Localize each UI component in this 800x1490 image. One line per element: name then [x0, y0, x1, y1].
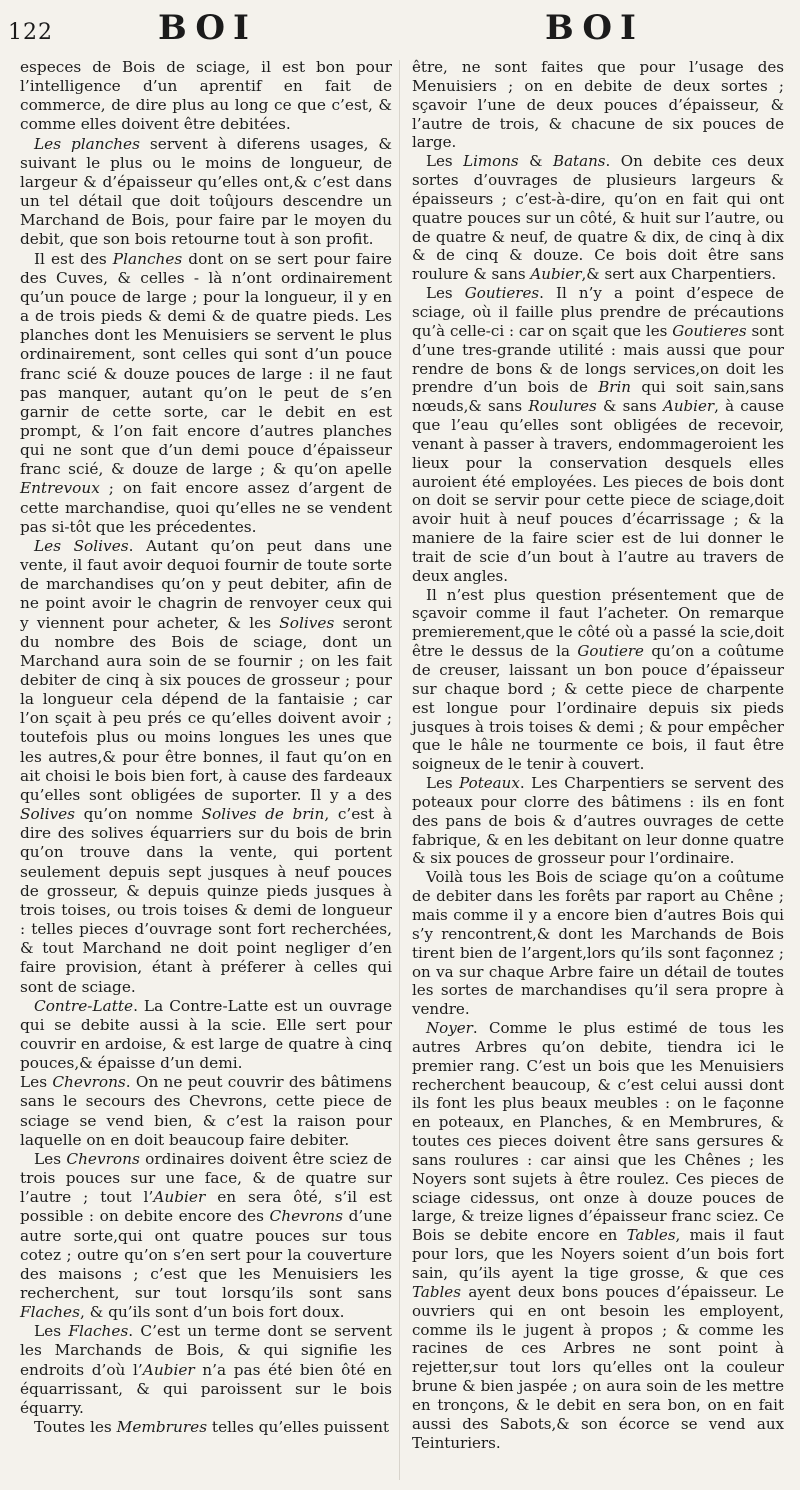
text-run: qui soit sain,sans nœuds,& sans [412, 378, 784, 416]
paragraph [20, 1418, 392, 1437]
italic-term: Solives [279, 613, 335, 632]
running-head-right: BOI [545, 8, 644, 48]
text-run: & sans [596, 397, 663, 416]
italic-term: Chevrons [269, 1207, 343, 1226]
text-run: telles qu’elles puissent [207, 1418, 390, 1437]
text-run: Les [426, 774, 460, 793]
text-run: Les [20, 1073, 53, 1092]
italic-term: Entrevoux [20, 479, 100, 498]
paragraph [412, 152, 784, 284]
right-column [412, 58, 784, 1452]
italic-term: Batans [553, 152, 606, 171]
text-run: sont d’une tres-grande utilité : mais aussi que pour rendre de bons & de longs services,on doit les prendre d’un bois de [412, 321, 784, 397]
text-run: ,& sert aux Charpentiers. [581, 265, 777, 284]
text-run: , c’est à dire des solives équarriers sur du bois de brin qu’on trouve dans la vente, qui portent seulement depuis sept jusques à neuf pouces de grosseur, & depuis quinze pieds jusques à trois toises, ou trois toises & demi de longueur : telles pieces d’ouvrage sont fort recherchées, & tout Marchand ne doit point negliger d’en faire provision, étant à préferer à celles qui sont de sciage. [20, 805, 393, 996]
text-run: . La Contre-Latte est un ouvrage qui se debite aussi à la scie. Elle sert pour couvrir en ardoise, & est large de quatre à cinq pouces,& épaisse d’un demi. [20, 996, 392, 1073]
column-divider [399, 60, 400, 1480]
italic-term: Chevrons [52, 1073, 126, 1092]
text-run: . On debite ces deux sortes d’ouvrages de plusieurs largeurs & épaisseurs ; c’est-à-dire, qu’on en fait qui ont quatre pouces sur un côté, & huit sur l’autre, ou de quatre & neuf, de quatre & dix, de cinq à dix & de cinq & douze. Ce bois doit être sans roulure & sans [412, 152, 784, 284]
text-run: dont on se sert pour faire des Cuves, & celles - là n’ont ordinairement qu’un pouce de large ; pour la longueur, il y en a de trois pieds & demi & de quatre pieds. Les planches dont les Menuisiers se servent le plus ordinairement, sont celles qui sont d’un pouce franc scié & douze pouces de large : il ne faut pas manquer, autant qu’on le peut de s’en garnir de cette sorte, car le debit en est prompt, & l’on fait encore d’autres planches qui ne sont que d’un demi pouce d’épaisseur franc scié, & douze de large ; & qu’on apelle [20, 249, 392, 479]
text-run: Il est des [34, 249, 113, 268]
text-run: . Comme le plus estimé de tous les autres Arbres qu’on debite, tiendra ici le premier rang. C’est un bois que les Menuisiers recherchent beaucoup, & c’est celui aussi dont ils font les plus beaux meubles : on le façonne en poteaux, en Planches, & en Membrures, & toutes ces pieces doivent être sans gersures & sans roulures : car ainsi que les Chênes ; les Noyers sont sujets à être roulez. Ces pieces de sciage cidessus, ont onze à douze pouces de large, & treize lignes d’épaisseur franc sciez. Ce Bois se debite encore en [412, 1019, 784, 1245]
italic-term: Flaches [68, 1322, 129, 1341]
text-run: seront du nombre des Bois de sciage, dont un Marchand aura soin de se fournir ; on les fait debiter de cinq à six pouces de grosseur ; pour la longueur cela dépend de la fantaisie ; car l’on sçait à peu prés ce qu’elles doivent avoir ; toutefois plus ou moins longues les unes que les autres,& pour être bonnes, il faut qu’on en ait choisi le bois bien fort, à cause des fardeaux qu’elles sont obligées de suporter. Il y a des [20, 613, 392, 804]
text-run: n’a pas été bien ôté en équarrissant, & qui paroissent sur le bois équarry. [20, 1360, 392, 1417]
italic-term: Les Solives [34, 536, 129, 555]
paragraph [412, 774, 784, 868]
italic-term: Contre-Latte [34, 996, 134, 1015]
text-run: être, ne sont faites que pour l’usage des Menuisiers ; on en debite de deux sortes ; sçavoir l’une de deux pouces d’épaisseur, & l’autre de trois, & chacune de six pouces de large. [412, 58, 784, 152]
paragraph [20, 1150, 392, 1322]
text-run: especes de Bois de sciage, il est bon pour l’intelligence d’un aprentif en fait de commerce, de dire plus au long ce que c’est, & comme elles doivent être debitées. [20, 58, 392, 134]
paragraph [20, 997, 392, 1074]
italic-term: Planches [112, 249, 183, 268]
text-run: Les [34, 1149, 67, 1168]
text-run: ; on fait encore assez d’argent de cette marchandise, quoi qu’elles ne se vendent pas si-tôt que les précedentes. [20, 479, 392, 536]
running-head-left: BOI [158, 8, 257, 48]
paragraph [412, 868, 784, 1019]
paragraph [20, 1073, 392, 1150]
paragraph [20, 537, 392, 997]
text-run: , mais il faut pour lors, que les Noyers soient d’un bois fort sain, qu’ils ayent la tige grosse, & que ces [412, 1226, 784, 1282]
italic-term: Goutieres [464, 284, 540, 303]
italic-term: Aubier [530, 265, 582, 284]
text-run: , & qu’ils sont d’un bois fort doux. [79, 1303, 345, 1322]
text-run: . C’est un terme dont se servent les Marchands de Bois, & qui signifie les endroits d’où l’ [20, 1322, 392, 1379]
text-run: . Autant qu’on peut dans une vente, il faut avoir dequoi fournir de toute sorte de marchandises qu’on y peut debiter, afin de ne point avoir le chagrin de renvoyer ceux qui y viennent pour acheter, & les [20, 536, 392, 632]
text-run: Voilà tous les Bois de sciage qu’on a coûtume de debiter dans les forêts par raport au Chêne ; mais comme il y a encore bien d’autres Bois qui s’y rencontrent,& dont les Marchands de Bois tirent bien de l’argent,lors qu’ils sont façonnez ; on va sur chaque Arbre faire un détail de toutes les sortes de marchandises qu’il sera propre à vendre. [412, 868, 784, 1019]
paragraph [20, 135, 392, 250]
italic-term: Solives de brin [201, 805, 325, 824]
text-run: Les [34, 1322, 69, 1341]
text-run: d’une autre sorte,qui ont quatre pouces sur tous cotez ; outre qu’on s’en sert pour la couverture des maisons ; c’est que les Menuisiers les recherchent, sur tout lorsqu’ils sont sans [20, 1207, 392, 1302]
text-run: Les [426, 284, 465, 303]
paragraph [412, 284, 784, 586]
paragraph [412, 1019, 784, 1452]
text-run: qu’on nomme [75, 805, 202, 824]
text-run: , à cause que l’eau qu’elles sont obligées de recevoir, venant à passer à travers, endommageroient les lieux pour la conservation desquels elles auroient été employées. Les pieces de bois dont on doit se servir pour cette piece de sciage,doit avoir huit à neuf pouces d’écarrissage ; & la maniere de la faire scier est de lui donner le trait de scie d’un bout à l’autre au travers de deux angles. [412, 397, 784, 585]
paragraph [20, 1322, 392, 1418]
text-run: ordinaires doivent être sciez de trois pouces sur une face, & de quatre sur l’autre ; tout l’ [20, 1149, 392, 1207]
italic-term: Solives [20, 805, 76, 824]
italic-term: Roulures [528, 397, 597, 416]
italic-term: Aubier [153, 1188, 206, 1207]
italic-term: Limons [463, 152, 519, 171]
text-run: qu’on a coûtume de creuser, laissant un bon pouce d’épaisseur sur chaque bord ; & cette piece de charpente est longue pour l’ordinaire depuis six pieds jusques à trois toises & demi ; & pour empêcher que le hâle ne tourmente ce bois, il faut être soigneux de le tenir à couvert. [412, 642, 784, 774]
text-run: . Il n’y a point d’espece de sciage, où il faille plus prendre de précautions qu’à celle-ci : car on sçait que les [412, 284, 785, 340]
text-run: & [518, 152, 554, 171]
italic-term: Tables [626, 1226, 676, 1245]
italic-term: Flaches [20, 1303, 80, 1322]
italic-term: Brin [598, 378, 631, 397]
text-run: en sera ôté, s’il est possible : on debite encore des [20, 1188, 392, 1226]
text-run: ayent deux bons pouces d’épaisseur. Le ouvriers qui en ont besoin les employent, comme ils le jugent à propos ; & comme les racines de ces Arbres ne sont point à rejetter,sur tout lors qu’elles ont la couleur brune & bien jaspée ; on aura soin de les mettre en tronçons, & le debit en sera bon, on en fait aussi des Sabots,& son écorce se vend aux Teinturiers. [412, 1282, 784, 1452]
left-column [20, 58, 392, 1437]
text-run: Il n’est plus question présentement que de sçavoir comme il faut l’acheter. On remarque premierement,que le côté où a passé la scie,doit être le dessus de la [412, 585, 784, 661]
italic-term: Tables [412, 1282, 461, 1301]
paragraph [20, 58, 392, 135]
italic-term: Goutieres [672, 321, 747, 340]
italic-term: Aubier [142, 1360, 195, 1379]
italic-term: Goutiere [577, 642, 644, 661]
text-run: Les [426, 152, 464, 171]
italic-term: Membrures [116, 1418, 208, 1437]
italic-term: Noyer [426, 1019, 473, 1038]
italic-term: Les planches [34, 134, 140, 153]
text-run: . Les Charpentiers se servent des poteaux pour clorre des bâtimens : ils en font des pans de bois & d’autres ouvrages de cette fabrique, & en les debitant on leur donne quatre & six pouces de grosseur pour l’ordinaire. [412, 774, 785, 868]
paragraph [20, 250, 392, 537]
italic-term: Chevrons [66, 1149, 140, 1168]
paragraph [412, 58, 784, 152]
page-number: 122 [8, 20, 53, 45]
italic-term: Aubier [662, 397, 715, 416]
italic-term: Poteaux [459, 774, 520, 793]
text-run: Toutes les [34, 1418, 117, 1437]
paragraph [412, 586, 784, 774]
text-run: servent à diferens usages, & suivant le plus ou le moins de longueur, de largeur & d’épaisseur qu’elles ont,& c’est dans un tel détail que doit toûjours descendre un Marchand de Bois, pour faire par le moyen du debit, que son bois retourne tout à son profit. [20, 134, 392, 249]
text-run: . On ne peut couvrir des bâtimens sans le secours des Chevrons, cette piece de sciage se vend bien, & c’est la raison pour laquelle on en doit beaucoup faire debiter. [20, 1073, 392, 1149]
